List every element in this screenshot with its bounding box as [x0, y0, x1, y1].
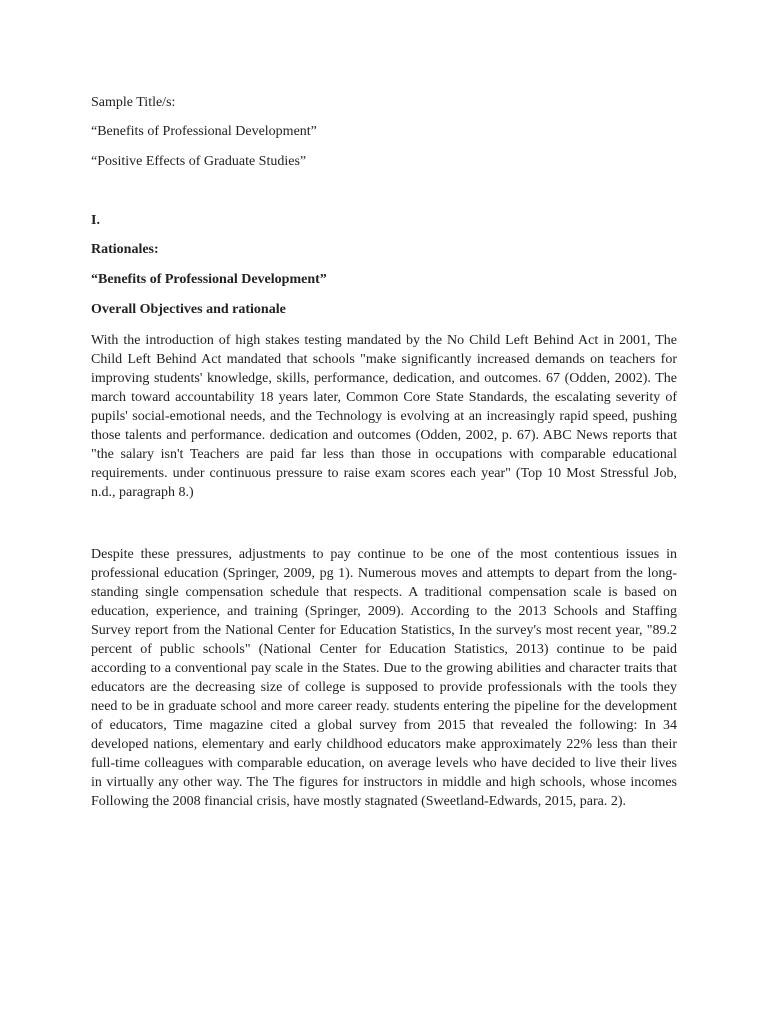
- rationales-heading: Rationales:: [91, 242, 159, 257]
- body-paragraph-1: With the introduction of high stakes testing mandated by the No Child Left Behind Act in 2001, The Child Left Behind Act mandated that schools "make significantly increased demands on teachers for improving students' knowledge, skills, performance, dedication, and outcomes. 67 (Odden, 2002). The march toward accountability 18 years later, Common Core State Standards, the escalating severity of pupils' social-emotional needs, and the Technology is evolving at an increasingly rapid speed, pushing those talents and performance. dedication and outcomes (Odden, 2002, p. 67). ABC News reports that "the salary isn't Teachers are paid far less than those in occupations with comparable educational requirements. under continuous pressure to raise exam scores each year" (Top 10 Most Stressful Job, n.d., paragraph 8.): [91, 333, 677, 500]
- sample-title-1: “Benefits of Professional Development”: [91, 124, 317, 139]
- objectives-heading: Overall Objectives and rationale: [91, 302, 286, 317]
- sample-title-2: “Positive Effects of Graduate Studies”: [91, 154, 307, 169]
- body-paragraph-2: Despite these pressures, adjustments to pay continue to be one of the most contentious issues in professional education (Springer, 2009, pg 1). Numerous moves and attempts to depart from the long-standing single compensation schedule that respects. A traditional compensation scale is based on education, experience, and training (Springer, 2009). According to the 2013 Schools and Staffing Survey report from the National Center for Education Statistics, In the survey's most recent year, "89.2 percent of public schools" (National Center for Education Statistics, 2013) continue to be paid according to a conventional pay scale in the States. Due to the growing abilities and character traits that educators are the decreasing size of college is supposed to provide professionals with the tools they need to be in graduate school and more career ready. students entering the pipeline for the development of educators, Time magazine cited a global survey from 2015 that revealed the following: In 34 developed nations, elementary and early childhood educators make approximately 22% less than their full-time colleagues with comparable education, on average levels who have decided to live their lives in virtually any other way. The The figures for instructors in middle and high schools, whose incomes Following the 2008 financial crisis, have mostly stagnated (Sweetland-Edwards, 2015, para. 2).: [91, 547, 677, 809]
- rationale-title: “Benefits of Professional Development”: [91, 272, 327, 287]
- section-number: I.: [91, 213, 100, 228]
- sample-title-label: Sample Title/s:: [91, 95, 176, 110]
